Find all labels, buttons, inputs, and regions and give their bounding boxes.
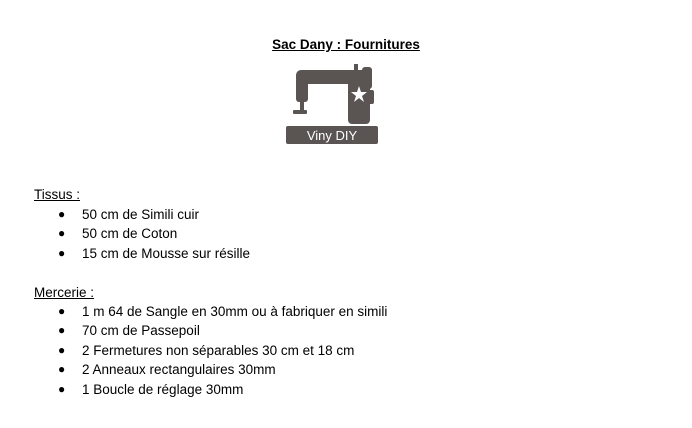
section-heading-tissus: Tissus : <box>34 187 81 202</box>
bullet-icon: ● <box>58 207 66 221</box>
list-item-label: 50 cm de Coton <box>82 226 178 242</box>
list-item-label: 70 cm de Passepoil <box>82 323 200 339</box>
list-item-label: 50 cm de Simili cuir <box>82 207 200 222</box>
list-item <box>0 360 387 379</box>
list-item <box>0 380 387 399</box>
bullet-icon: ● <box>58 362 66 377</box>
list-item <box>0 244 250 263</box>
bullet-icon: ● <box>58 323 66 338</box>
section-heading-mercerie: Mercerie : <box>34 285 95 300</box>
viny-diy-logo <box>276 64 394 160</box>
logo-label-text: Viny DIY <box>306 128 358 143</box>
bullet-icon: ● <box>58 226 66 241</box>
list-item <box>0 321 387 340</box>
bullet-icon: ● <box>58 245 66 260</box>
list-item <box>0 224 250 243</box>
list-item <box>0 205 250 224</box>
list-item-label: 1 Boucle de réglage 30mm <box>82 381 244 397</box>
tissus-list <box>0 205 250 263</box>
list-item-label: 1 m 64 de Sangle en 30mm ou à fabriquer en simili <box>82 304 388 319</box>
list-item-label: 2 Anneaux rectangulaires 30mm <box>82 362 276 378</box>
bullet-icon: ● <box>58 342 66 357</box>
list-item <box>0 302 387 321</box>
bullet-icon: ● <box>58 381 66 396</box>
list-item-label: 2 Fermetures non séparables 30 cm et 18 cm <box>82 342 355 358</box>
bullet-icon: ● <box>58 304 66 318</box>
mercerie-list <box>0 302 387 399</box>
list-item-label: 15 cm de Mousse sur résille <box>82 245 251 261</box>
list-item <box>0 341 387 360</box>
document-title: Sac Dany : Fournitures <box>272 37 420 52</box>
